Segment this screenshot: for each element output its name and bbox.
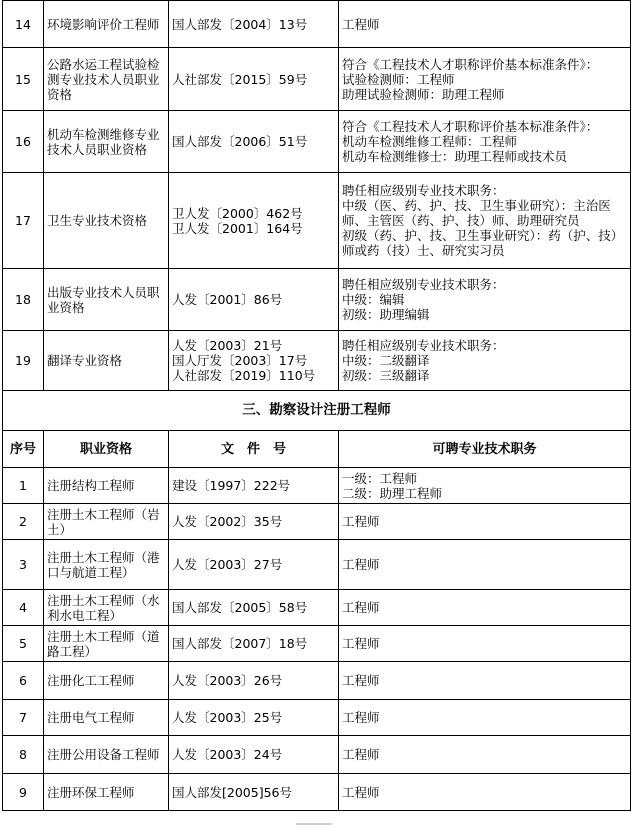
- qualification-name: 注册公用设备工程师: [44, 736, 169, 774]
- row-number: 6: [3, 662, 44, 700]
- document-number: [169, 662, 339, 700]
- qualification-name: 环境影响评价工程师: [44, 1, 169, 48]
- qualification-table: [2, 0, 631, 811]
- qualification-name: 注册土木工程师（岩土）: [44, 504, 169, 540]
- document-number: [169, 626, 339, 662]
- position-title: [339, 173, 631, 269]
- position-title: [339, 269, 631, 331]
- row-number: 14: [3, 1, 44, 48]
- row-number: 8: [3, 736, 44, 774]
- position-title: [339, 700, 631, 736]
- document-number-line: 建设〔1997〕222号: [172, 478, 291, 493]
- table-row: [3, 626, 631, 662]
- position-title-line: 工程师: [342, 557, 380, 572]
- position-title: [339, 736, 631, 774]
- document-number-line: 人社部发〔2019〕110号: [172, 368, 316, 383]
- position-title: [339, 48, 631, 111]
- position-title: [339, 590, 631, 626]
- position-title-line: 聘任相应级别专业技术职务：: [342, 338, 505, 353]
- table-row: [3, 540, 631, 590]
- table-row: [3, 736, 631, 774]
- section-title: 三、勘察设计注册工程师: [3, 391, 631, 431]
- row-number: 19: [3, 331, 44, 391]
- qualification-name: 出版专业技术人员职业资格: [44, 269, 169, 331]
- header-row: [3, 431, 631, 468]
- position-title-line: 工程师: [342, 600, 380, 615]
- table-row: [3, 468, 631, 504]
- position-title-line: 初级：三级翻译: [342, 368, 430, 383]
- document-number-line: 国人部发[2005]56号: [172, 784, 292, 800]
- row-number: 4: [3, 590, 44, 626]
- document-number: [169, 736, 339, 774]
- document-number: [169, 269, 339, 331]
- row-number: 18: [3, 269, 44, 331]
- qualification-name: 注册化工工程师: [44, 662, 169, 700]
- position-title: [339, 1, 631, 48]
- document-number: [169, 111, 339, 173]
- row-number: 16: [3, 111, 44, 173]
- table-row: [3, 269, 631, 331]
- position-title-line: 中级：二级翻译: [342, 353, 430, 368]
- row-number: 15: [3, 48, 44, 111]
- document-number-line: 卫人发〔2001〕164号: [172, 220, 303, 236]
- position-title-line: 一级：工程师: [342, 470, 418, 486]
- document-number-line: 国人部发〔2006〕51号: [172, 134, 308, 149]
- position-title-line: 中级：编辑: [342, 292, 405, 307]
- qualification-name: 机动车检测维修专业技术人员职业资格: [44, 111, 169, 173]
- position-title-line: 工程师: [342, 710, 380, 725]
- document-number: [169, 468, 339, 504]
- row-number: 2: [3, 504, 44, 540]
- position-title-line: 试验检测师：工程师: [342, 71, 455, 87]
- table-row: [3, 700, 631, 736]
- header-number: 序号: [3, 431, 44, 468]
- document-number: [169, 48, 339, 111]
- document-number: [169, 700, 339, 736]
- table-row: [3, 662, 631, 700]
- document-number-line: 人发〔2003〕24号: [172, 747, 283, 762]
- table-row: [3, 111, 631, 173]
- table-row: [3, 331, 631, 391]
- document-number: [169, 331, 339, 391]
- document-number: [169, 173, 339, 269]
- qualification-name: 卫生专业技术资格: [44, 173, 169, 269]
- document-number-line: 人发〔2003〕25号: [172, 710, 283, 725]
- position-title: [339, 540, 631, 590]
- position-title: [339, 626, 631, 662]
- table-row: [3, 1, 631, 48]
- qualification-name: 注册土木工程师（水利水电工程）: [44, 590, 169, 626]
- document-number-line: 国人部发〔2004〕13号: [172, 16, 308, 32]
- document-number-line: 国人部发〔2005〕58号: [172, 600, 308, 615]
- header-position: 可聘专业技术职务: [339, 431, 631, 468]
- qualification-name: 翻译专业资格: [44, 331, 169, 391]
- position-title-line: 二级：助理工程师: [342, 485, 443, 501]
- row-number: 1: [3, 468, 44, 504]
- position-title-line: 聘任相应级别专业技术职务：: [342, 183, 505, 198]
- document-number-line: 国人厅发〔2003〕17号: [172, 353, 308, 368]
- document-number-line: 人发〔2001〕86号: [172, 292, 283, 307]
- document-number-line: 人发〔2002〕35号: [172, 514, 283, 529]
- row-number: 7: [3, 700, 44, 736]
- position-title-line: 工程师: [342, 673, 380, 688]
- page-edge-mark: [296, 823, 332, 825]
- position-title-line: 聘任相应级别专业技术职务：: [342, 277, 505, 292]
- qualification-name: 注册土木工程师（港口与航道工程）: [44, 540, 169, 590]
- position-title-line: 初级（药、护、技、卫生事业研究）：药（护、技）师或药（技）士、研究实习员: [342, 228, 624, 258]
- table-row: [3, 173, 631, 269]
- position-title-line: 工程师: [342, 636, 380, 651]
- table-row: [3, 774, 631, 811]
- position-title: [339, 662, 631, 700]
- document-number: [169, 504, 339, 540]
- position-title-line: 工程师: [342, 784, 380, 800]
- position-title-line: 工程师: [342, 747, 380, 762]
- header-document: 文 件 号: [169, 431, 339, 468]
- document-number-line: 人发〔2003〕26号: [172, 673, 283, 688]
- position-title-line: 助理试验检测师：助理工程师: [342, 86, 505, 102]
- qualification-name: 注册结构工程师: [44, 468, 169, 504]
- position-title: [339, 331, 631, 391]
- table-row: [3, 590, 631, 626]
- position-title-line: 机动车检测维修工程师：工程师: [342, 134, 518, 149]
- position-title: [339, 504, 631, 540]
- header-qualification: 职业资格: [44, 431, 169, 468]
- document-number: [169, 590, 339, 626]
- row-number: 17: [3, 173, 44, 269]
- qualification-name: 注册环保工程师: [44, 774, 169, 811]
- row-number: 9: [3, 774, 44, 811]
- position-title-line: 工程师: [342, 514, 380, 529]
- document-number-line: 人社部发〔2015〕59号: [172, 71, 308, 87]
- document-number: [169, 540, 339, 590]
- position-title: [339, 774, 631, 811]
- position-title-line: 符合《工程技术人才职称评价基本标准条件》：: [342, 119, 599, 134]
- document-number-line: 人发〔2003〕27号: [172, 557, 283, 572]
- table-row: [3, 48, 631, 111]
- position-title-line: 机动车检测维修士：助理工程师或技术员: [342, 149, 568, 164]
- table-row: [3, 504, 631, 540]
- document-number: [169, 774, 339, 811]
- position-title: [339, 111, 631, 173]
- document-number-line: 人发〔2003〕21号: [172, 338, 283, 353]
- position-title-line: 初级：助理编辑: [342, 307, 430, 322]
- row-number: 3: [3, 540, 44, 590]
- position-title-line: 符合《工程技术人才职称评价基本标准条件》：: [342, 56, 599, 72]
- section-row: [3, 391, 631, 431]
- document-number: [169, 1, 339, 48]
- position-title-line: 中级（医、药、护、技、卫生事业研究）：主治医师、主管医（药、护、技）师、助理研究员: [342, 198, 611, 228]
- document-number-line: 国人部发〔2007〕18号: [172, 636, 308, 651]
- table-body: [3, 1, 631, 811]
- qualification-name: 注册电气工程师: [44, 700, 169, 736]
- qualification-name: 注册土木工程师（道路工程）: [44, 626, 169, 662]
- qualification-name: 公路水运工程试验检测专业技术人员职业资格: [44, 48, 169, 111]
- position-title-line: 工程师: [342, 16, 380, 32]
- position-title: [339, 468, 631, 504]
- row-number: 5: [3, 626, 44, 662]
- document-number-line: 卫人发〔2000〕462号: [172, 205, 303, 221]
